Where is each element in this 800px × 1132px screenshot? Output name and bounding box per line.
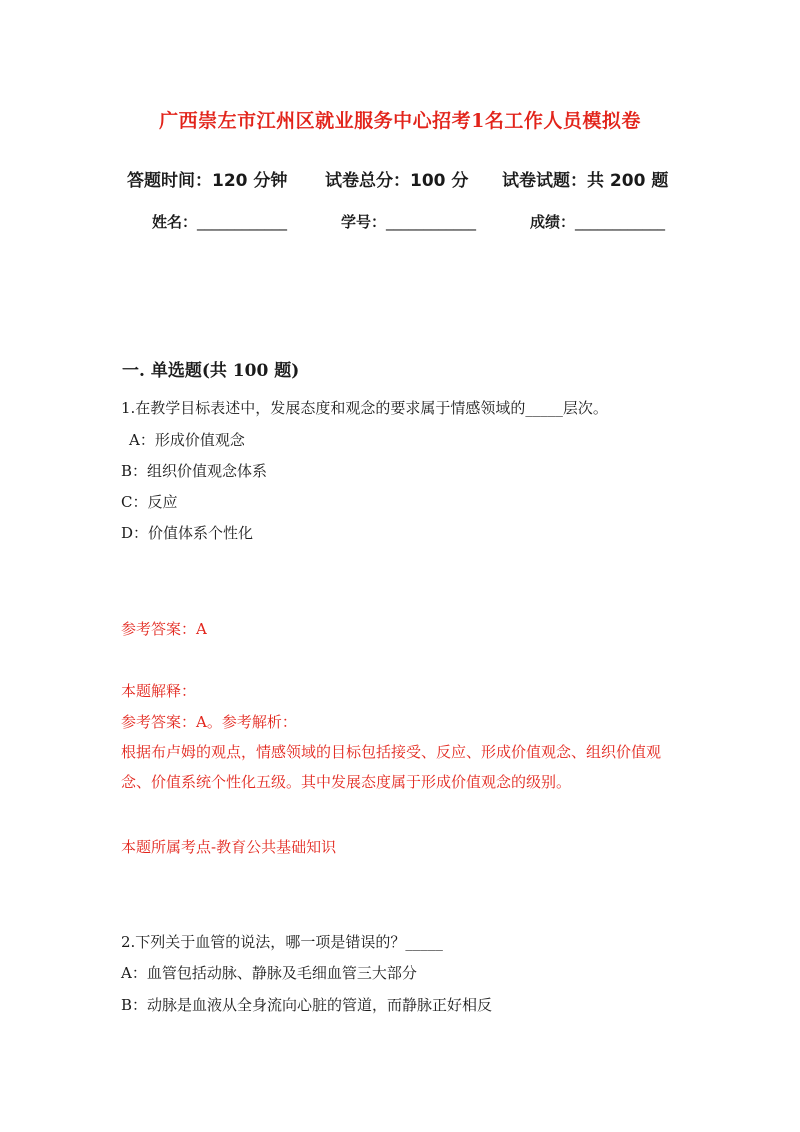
question-1-topic: 本题所属考点-教育公共基础知识: [121, 838, 337, 856]
question-1-explain-label: 本题解释：: [121, 682, 197, 700]
question-2-option-a: A：血管包括动脉、静脉及毛细血管三大部分: [121, 964, 417, 982]
grade-field: [530, 211, 665, 232]
student-id-field: [341, 211, 476, 232]
question-1-answer: 参考答案：A: [121, 620, 207, 638]
name-blank: ____________: [197, 213, 288, 231]
exam-duration: 答题时间：120 分钟: [127, 171, 288, 191]
question-1-explain-answer: 参考答案：A。参考解析：: [121, 713, 297, 731]
question-1-option-c: C：反应: [121, 493, 178, 511]
question-2-stem: 2.下列关于血管的说法，哪一项是错误的？_____: [121, 933, 443, 951]
name-label: 姓名：: [152, 213, 198, 231]
grade-label: 成绩：: [530, 213, 576, 231]
grade-blank: ____________: [575, 213, 666, 231]
question-1-option-d: D：价值体系个性化: [121, 524, 254, 542]
question-1-explanation: 根据布卢姆的观点，情感领域的目标包括接受、反应、形成价值观念、组织价值观念、价值系统个性化五级。其中发展态度属于形成价值观念的级别。: [121, 743, 662, 791]
question-1-option-a: A：形成价值观念: [129, 431, 245, 449]
exam-question-count: 试卷试题：共 200 题: [502, 171, 669, 191]
section-heading: 一. 单选题(共 100 题): [122, 361, 300, 381]
question-1-stem: 1.在教学目标表述中，发展态度和观念的要求属于情感领域的_____层次。: [121, 399, 608, 417]
exam-title: 广西崇左市江州区就业服务中心招考1名工作人员模拟卷: [159, 110, 641, 132]
name-field: [152, 211, 287, 232]
student-id-label: 学号：: [341, 213, 387, 231]
question-1-option-b: B：组织价值观念体系: [121, 462, 268, 480]
exam-total-score: 试卷总分：100 分: [325, 171, 469, 191]
question-2-option-b: B：动脉是血液从全身流向心脏的管道，而静脉正好相反: [121, 996, 493, 1014]
student-id-blank: ____________: [386, 213, 477, 231]
